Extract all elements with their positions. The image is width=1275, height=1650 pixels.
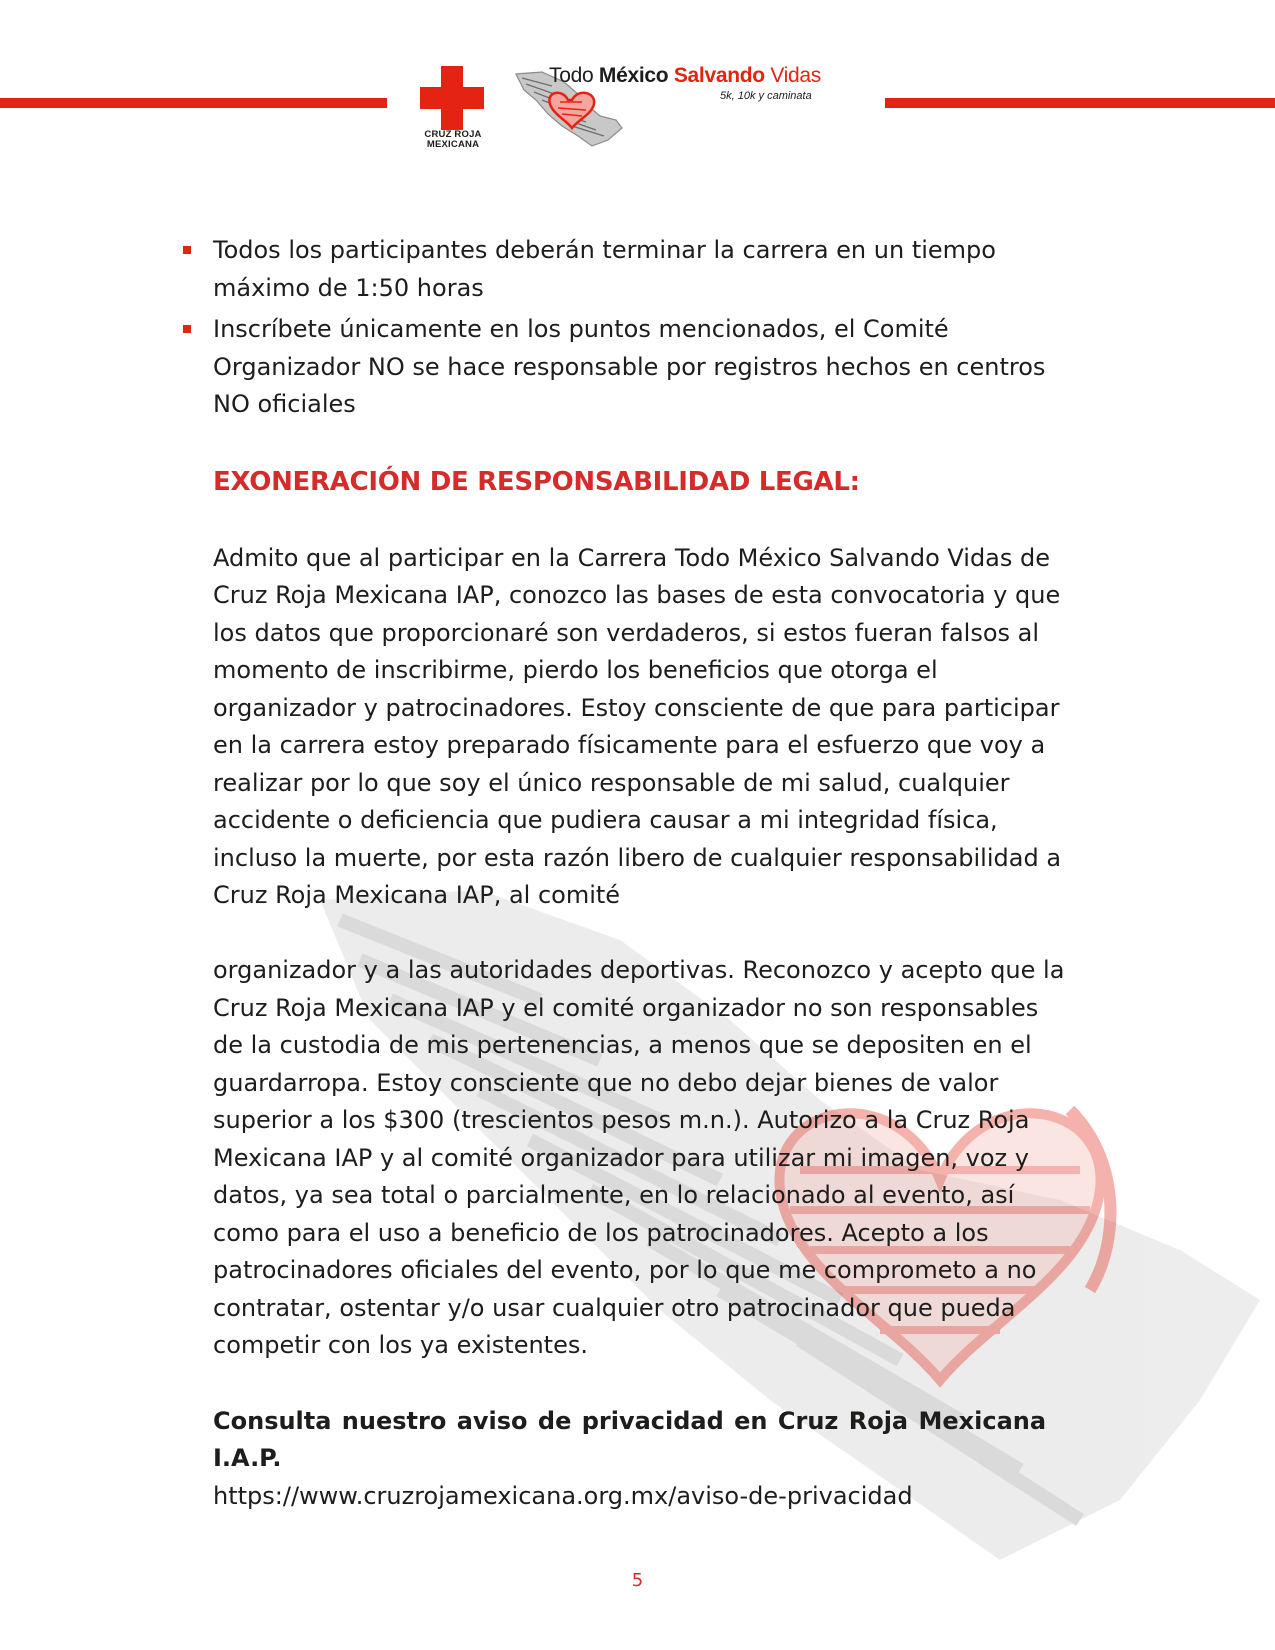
event-subtitle: 5k, 10k y caminata	[720, 90, 812, 102]
event-title	[549, 64, 821, 88]
event-title-salvando: Salvando	[673, 64, 765, 87]
legal-paragraph-1: Admito que al participar en la Carrera Todo México Salvando Vidas de Cruz Roja Mexicana IAP, conozco las bases de esta convocatoria y que los datos que proporcionaré son verdaderos, si estos fueran falsos al momento de inscribirme, pierdo los beneficios que otorga el organizador y patrocinadores. Estoy consciente de que para participar en la carrera estoy preparado físicamente para el esfuerzo que voy a realizar por lo que soy el único responsable de mi salud, cualquier accidente o deficiencia que pudiera causar a mi integridad física, incluso la muerte, por esta razón libero de cualquier responsabilidad a Cruz Roja Mexicana IAP, al comité	[213, 543, 1062, 909]
org-name-line1: CRUZ ROJA	[424, 129, 482, 140]
org-name-line2: MEXICANA	[426, 139, 480, 150]
legal-paragraph-2: organizador y a las autoridades deportivas. Reconozco y acepto que la Cruz Roja Mexicana IAP y el comité organizador no son responsables de la custodia de mis pertenencias, a menos que se depositen en el guardarropa. Estoy consciente que no debo dejar bienes de valor superior a los $300 (trescientos pesos m.n.). Autorizo a la Cruz Roja Mexicana IAP y al comité organizador para utilizar mi imagen, voz y datos, ya sea total o parcialmente, en lo relacionado al evento, así como para el uso a beneficio de los patrocinadores. Acepto a los patrocinadores oficiales del evento, por lo que me comprometo a no contratar, ostentar y/o usar cualquier otro patrocinador que pueda competir con los ya existentes.	[213, 956, 1065, 1359]
list-item	[213, 311, 1073, 424]
page-number: 5	[631, 1570, 644, 1591]
page-content	[213, 232, 1073, 1515]
red-cross-logo	[420, 66, 484, 130]
bullet-list	[213, 232, 1073, 424]
list-item	[213, 232, 1073, 307]
privacy-notice	[213, 1403, 1073, 1516]
section-heading: EXONERACIÓN DE RESPONSABILIDAD LEGAL:	[213, 466, 860, 497]
event-title-mexico: México	[598, 64, 669, 87]
event-title-vidas: Vidas	[770, 64, 822, 87]
bullet-text: Todos los participantes deberán terminar la carrera en un tiempo máximo de 1:50 horas	[213, 236, 996, 302]
header-bar-left	[0, 98, 387, 108]
bullet-square-icon	[183, 325, 191, 333]
header-bar-right	[885, 98, 1275, 108]
bullet-text: Inscríbete únicamente en los puntos mencionados, el Comité Organizador NO se hace responsable por registros hechos en centros NO oficiales	[213, 315, 1046, 418]
org-name	[405, 130, 501, 150]
privacy-text: Consulta nuestro aviso de privacidad en Cruz Roja Mexicana I.A.P.	[213, 1406, 1047, 1472]
privacy-url[interactable]: https://www.cruzrojamexicana.org.mx/aviso-de-privacidad	[213, 1481, 913, 1510]
event-title-todo: Todo	[549, 64, 594, 87]
bullet-square-icon	[183, 246, 191, 254]
